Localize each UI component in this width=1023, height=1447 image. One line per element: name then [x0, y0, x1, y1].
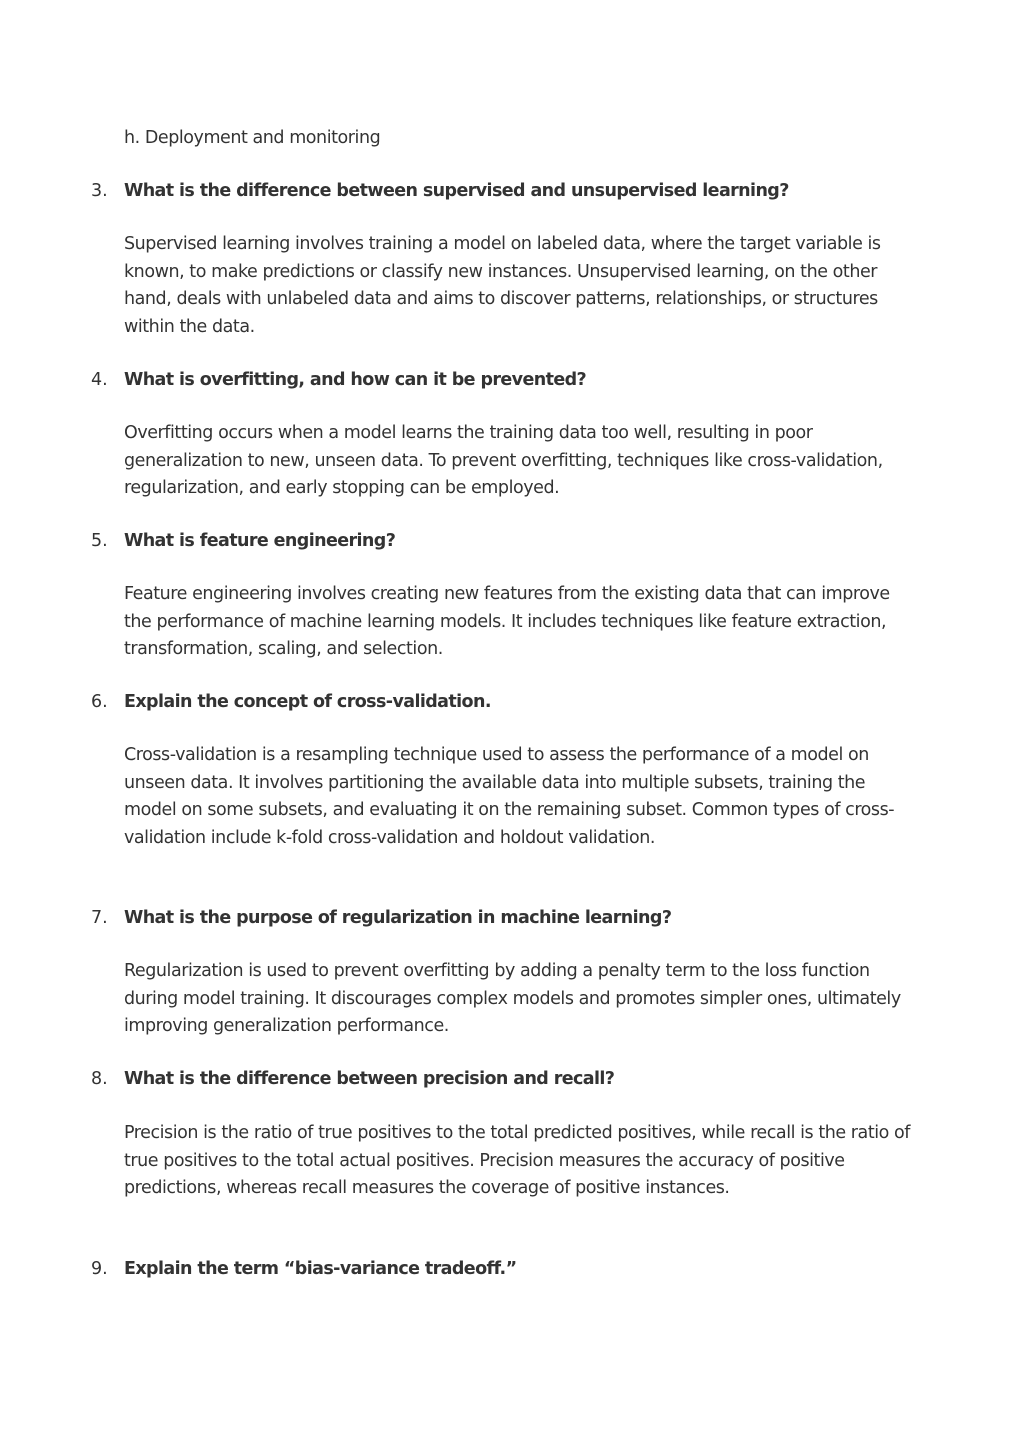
question-number: 8.: [91, 1069, 108, 1089]
question-title: Explain the concept of cross-validation.: [124, 692, 491, 712]
question-answer: Cross-validation is a resampling technique used to assess the performance of a model on unseen data. It involves partitioning the available data into multiple subsets, training the model on some subsets, and evaluating it on the remaining subset. Common types of cross-validation include k-fold cross-validation and holdout validation.: [124, 745, 895, 848]
question-number: 5.: [91, 531, 108, 551]
question-number: 7.: [91, 908, 108, 928]
question-answer: Regularization is used to prevent overfitting by adding a penalty term to the loss function during model training. It discourages complex models and promotes simpler ones, ultimately improving generalization performance.: [124, 961, 901, 1036]
question-title: What is the difference between precision and recall?: [124, 1069, 615, 1089]
question-title: What is the purpose of regularization in machine learning?: [124, 908, 672, 928]
question-title: What is the difference between supervised and unsupervised learning?: [124, 181, 789, 201]
question-number: 6.: [91, 692, 108, 712]
question-answer: Feature engineering involves creating new features from the existing data that can improve the performance of machine learning models. It includes techniques like feature extraction, transformation, scaling, and selection.: [124, 584, 890, 659]
question-title: What is overfitting, and how can it be prevented?: [124, 370, 587, 390]
question-number: 3.: [91, 181, 108, 201]
question-answer: Precision is the ratio of true positives to the total predicted positives, while recall is the ratio of true positives to the total actual positives. Precision measures the accuracy of positive predictions, whereas recall measures the coverage of positive instances.: [124, 1123, 910, 1198]
list-item-deployment: h. Deployment and monitoring: [124, 128, 381, 148]
question-number: 4.: [91, 370, 108, 390]
question-title: What is feature engineering?: [124, 531, 396, 551]
question-title: Explain the term “bias-variance tradeoff.”: [124, 1259, 517, 1279]
question-answer: Overfitting occurs when a model learns the training data too well, resulting in poor generalization to new, unseen data. To prevent overfitting, techniques like cross-validation, regularization, and early stopping can be employed.: [124, 423, 883, 498]
question-answer: Supervised learning involves training a model on labeled data, where the target variable is known, to make predictions or classify new instances. Unsupervised learning, on the other hand, deals with unlabeled data and aims to discover patterns, relationships, or structures within the data.: [124, 234, 881, 337]
question-number: 9.: [91, 1259, 108, 1279]
